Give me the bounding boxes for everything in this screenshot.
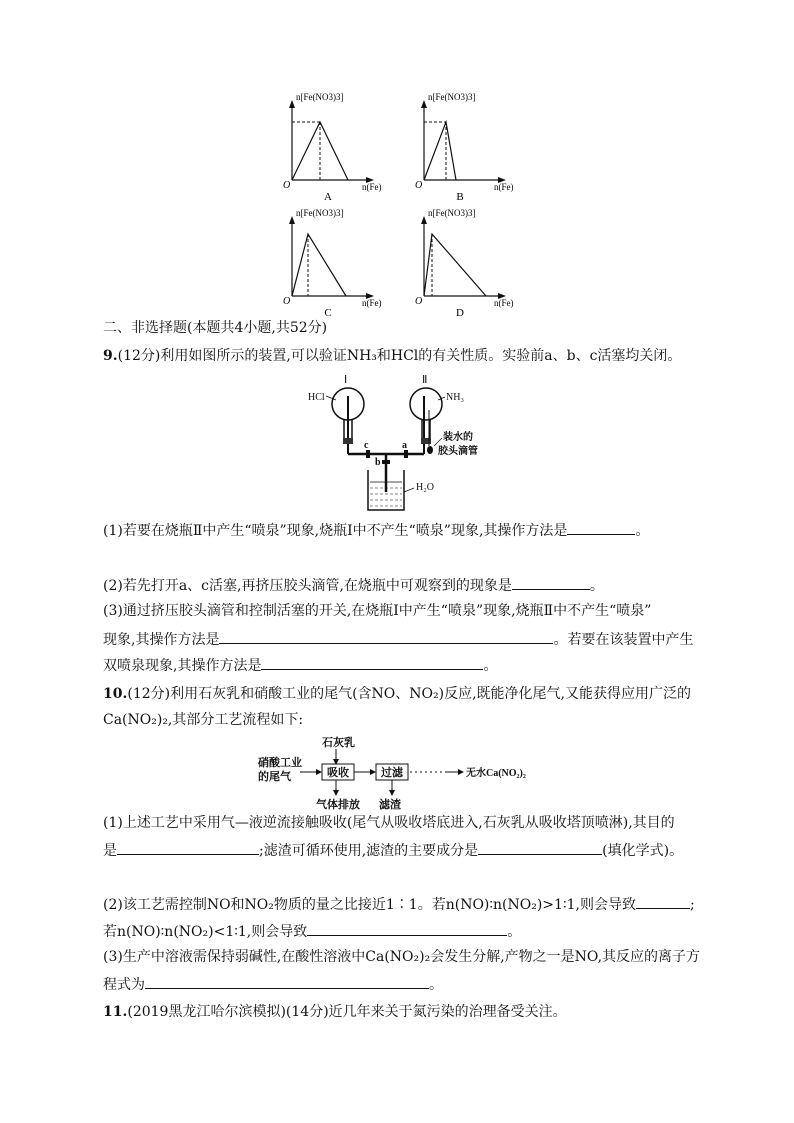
dropper-label-2: 胶头滴管 <box>438 446 478 457</box>
q9-part2 <box>103 575 604 596</box>
q9-part3-text: 现象,其操作方法是 <box>103 632 220 648</box>
graph-B <box>415 92 514 203</box>
flask2-label: Ⅱ <box>422 374 428 386</box>
graph-A-label: A <box>324 191 332 203</box>
q10-part3-line1: (3)生产中溶液需保持弱碱性,在酸性溶液中Ca(NO₂)₂会发生分解,产物之一是NO,其反应的离子方 <box>103 949 701 965</box>
graph-D <box>415 208 514 318</box>
flow-gas-exhaust: 气体排放 <box>316 799 360 810</box>
graph-A-xlabel: n(Fe) <box>362 182 382 192</box>
q9-part3-line1: (3)通过挤压胶头滴管和控制活塞的开关,在烧瓶Ⅰ中产生“喷泉”现象,烧瓶Ⅱ中不产生“喷泉” <box>103 603 652 619</box>
graph-B-origin: O <box>415 180 423 191</box>
q9-part3-answer-blank-1[interactable] <box>219 629 553 644</box>
q10-part3-text: 程式为 <box>103 977 145 993</box>
q9-part3-line3 <box>103 655 497 676</box>
q10-part2-text: (2)该工艺需控制NO和NO₂物质的量之比接近1∶1。若n(NO)∶n(NO₂)>1∶1,则会导致 <box>103 897 636 913</box>
graph-B-xlabel: n(Fe) <box>494 182 514 192</box>
q10-part1-answer-blank-2[interactable] <box>478 840 602 855</box>
graph-D-xlabel: n(Fe) <box>494 298 514 308</box>
q9-stem <box>103 346 681 366</box>
q9-part1-text: (1)若要在烧瓶Ⅱ中产生“喷泉”现象,烧瓶Ⅰ中不产生“喷泉”现象,其操作方法是 <box>103 523 568 539</box>
q10-part2-answer-blank-2[interactable] <box>307 921 507 936</box>
q9-part1-end: 。 <box>635 523 650 539</box>
flow-inlet-1: 硝酸工业 <box>258 757 302 769</box>
q10-part1-line1: (1)上述工艺中采用气—液逆流接触吸收(尾气从吸收塔底进入,石灰乳从吸收塔顶喷淋),其目的 <box>103 815 675 831</box>
q10-stem-text: (12分)利用石灰乳和硝酸工业的尾气(含NO、NO₂)反应,既能净化尾气,又能获得应用广泛的 <box>127 686 691 702</box>
fountain-apparatus <box>300 370 510 516</box>
q10-part1-line2 <box>103 840 683 861</box>
q9-part2-text: (2)若先打开a、c活塞,再挤压胶头滴管,在烧瓶中可观察到的现象是 <box>103 578 512 594</box>
q10-part3-line2 <box>103 974 443 995</box>
flow-lime-milk: 石灰乳 <box>322 737 355 749</box>
q10-part2-end: 。 <box>507 924 522 940</box>
q9-part2-answer-blank[interactable] <box>512 575 590 590</box>
q10-part1-text: 是 <box>103 843 117 859</box>
flask1-label: Ⅰ <box>344 374 348 386</box>
graph-A-origin: O <box>283 180 291 191</box>
q10-part2-line2 <box>103 921 521 942</box>
valve-b-label: b <box>375 457 381 468</box>
valve-c-label: c <box>364 440 369 451</box>
dropper-label-1: 装水的 <box>443 432 473 443</box>
hcl-label: HCl <box>308 392 325 403</box>
q10-part1-end: (填化学式)。 <box>602 843 684 859</box>
q10-part1-mid: ;滤渣可循环使用,滤渣的主要成分是 <box>259 843 479 859</box>
q10-part1-answer-blank-1[interactable] <box>117 840 259 855</box>
graph-C-label: C <box>324 307 332 318</box>
q11-stem-text: (2019黑龙江哈尔滨模拟)(14分)近几年来关于氮污染的治理备受关注。 <box>127 1004 567 1020</box>
answer-graphs <box>280 88 520 318</box>
graph-A-ylabel: n[Fe(NO3)3] <box>296 92 344 102</box>
valve-c[interactable] <box>366 450 370 458</box>
q9-part3-mid: 。若要在该装置中产生 <box>553 632 694 648</box>
q10-part2-line1 <box>103 894 695 915</box>
q9-stem-text: (12分)利用如图所示的装置,可以验证NH₃和HCl的有关性质。实验前a、b、c活塞均关闭。 <box>117 348 682 364</box>
graph-C-xlabel: n(Fe) <box>362 298 382 308</box>
graph-D-ylabel: n[Fe(NO3)3] <box>428 208 476 218</box>
q9-part3-text-2: 双喷泉现象,其操作方法是 <box>103 658 262 674</box>
q9-part3-end: 。 <box>483 658 498 674</box>
valve-a[interactable] <box>404 450 408 458</box>
graph-D-origin: O <box>415 296 423 307</box>
graph-C-origin: O <box>283 296 291 307</box>
section-heading: 二、非选择题(本题共4小题,共52分) <box>103 320 328 336</box>
water-label: H₂O <box>416 482 434 493</box>
valve-b[interactable] <box>382 460 390 464</box>
flow-product: 无水Ca(NO₂)₂ <box>466 768 526 779</box>
q9-part1 <box>103 520 649 541</box>
flow-inlet-2: 的尾气 <box>258 771 291 783</box>
nh3-label: NH₃ <box>446 392 464 403</box>
q10-part2-answer-blank-1[interactable] <box>636 894 690 909</box>
q9-part3-line2 <box>103 629 693 650</box>
q11-stem <box>103 1002 567 1022</box>
valve-a-label: a <box>402 440 407 451</box>
graph-B-ylabel: n[Fe(NO3)3] <box>428 92 476 102</box>
flow-absorb: 吸收 <box>327 767 349 779</box>
q10-number: 10. <box>103 686 128 702</box>
q9-part3-answer-blank-2[interactable] <box>261 655 483 670</box>
q10-part2-text-2: 若n(NO)∶n(NO₂)<1∶1,则会导致 <box>103 924 308 940</box>
graph-C <box>283 208 382 318</box>
flow-residue: 滤渣 <box>379 799 401 810</box>
graph-C-ylabel: n[Fe(NO3)3] <box>296 208 344 218</box>
q11-number: 11. <box>103 1004 128 1020</box>
dropper-bulb[interactable] <box>427 446 433 454</box>
flow-filter: 过滤 <box>381 767 403 779</box>
q10-part3-end: 。 <box>429 977 443 993</box>
q9-number: 9. <box>103 348 118 364</box>
graph-D-label: D <box>456 307 464 318</box>
q10-stem-line1 <box>103 684 691 704</box>
graph-B-label: B <box>456 191 464 203</box>
q10-part2-mid: ; <box>689 897 695 913</box>
q10-stem-line2: Ca(NO₂)₂,其部分工艺流程如下: <box>103 712 304 728</box>
q9-part1-answer-blank[interactable] <box>567 520 635 535</box>
q10-part3-answer-blank[interactable] <box>145 974 429 989</box>
graph-A <box>283 92 382 203</box>
q9-part2-end: 。 <box>589 578 604 594</box>
process-flowchart <box>250 734 550 810</box>
